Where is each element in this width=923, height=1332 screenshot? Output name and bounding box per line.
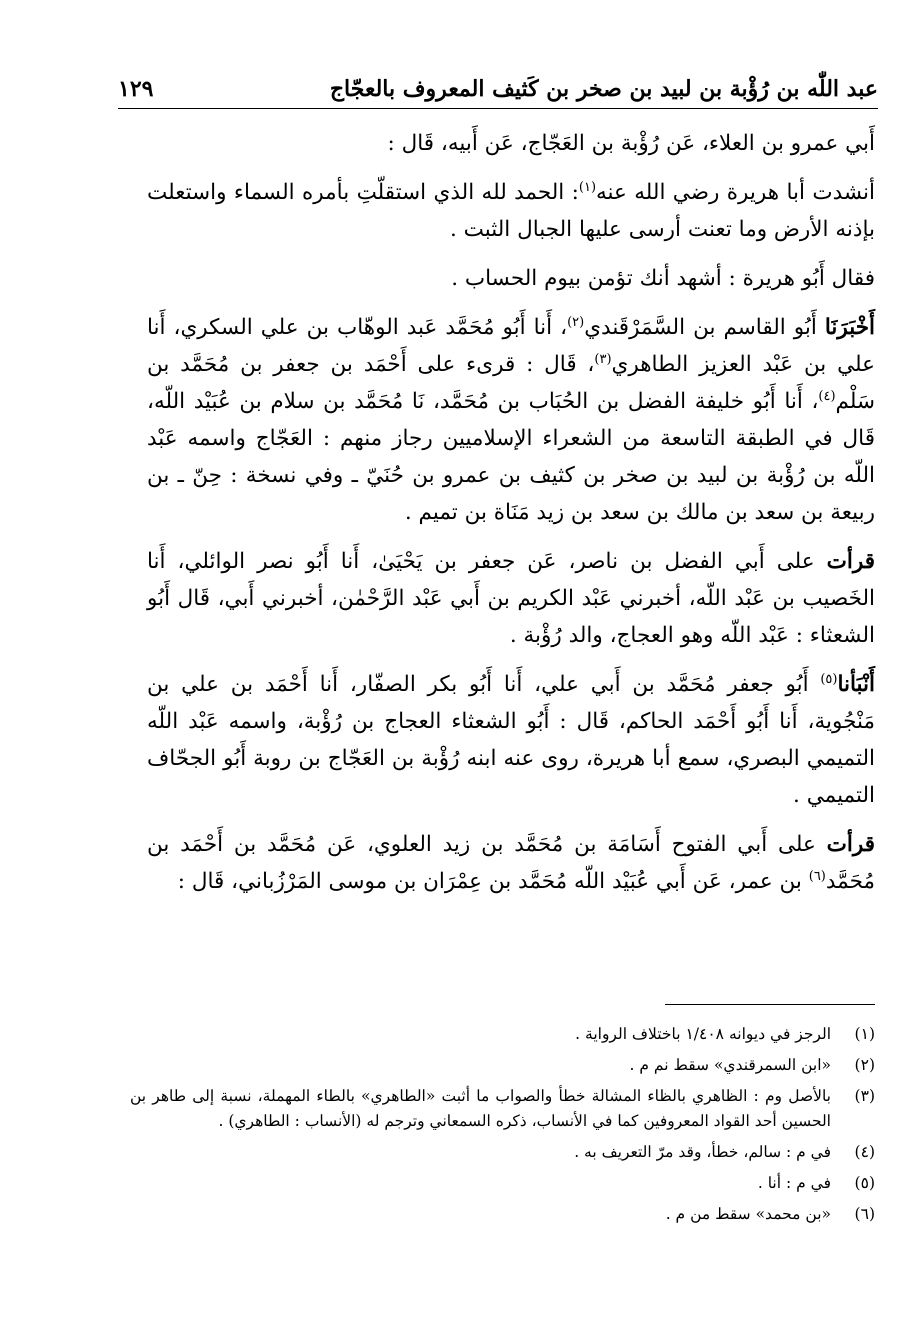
footnote-text: في م : سالم، خطأ، وقد مرّ التعريف به . (574, 1143, 831, 1161)
footnote-marker: (٢) (567, 314, 585, 330)
footnote-separator (665, 1004, 875, 1005)
text-run: فقال أَبُو هريرة : أشهد أنك تؤمن بيوم الحساب . (451, 266, 875, 291)
text-run: أَبُو القاسم بن السَّمَرْقَندي (584, 315, 825, 340)
footnote-number: (٣) (854, 1087, 875, 1105)
footnote (130, 1171, 875, 1196)
paragraph (147, 174, 875, 248)
paragraph (147, 260, 875, 297)
text-run: بن عمر، عَن أَبي عُبَيْد اللّه مُحَمَّد بن عِمْرَان بن موسى المَرْزُباني، قَال : (177, 869, 809, 894)
footnote-marker: (٦) (808, 868, 826, 884)
paragraph-lead-word: قرأت (826, 549, 875, 574)
running-title: عبد اللّٰه بن رُؤْبة بن لبيد بن صخر بن كَثيف المعروف بالعجّاج (329, 76, 878, 102)
paragraph (147, 543, 875, 654)
text-run: على أَبي الفتوح أَسَامَة بن مُحَمَّد بن زيد العلوي، عَن مُحَمَّد بن أَحْمَد بن مُحَمَّد (147, 832, 875, 894)
footnote (130, 1053, 875, 1078)
footnote-marker: (٣) (594, 351, 612, 367)
text-run: أَبي عمرو بن العلاء، عَن رُؤْبة بن العَجّاج، عَن أَبيه، قَال : (387, 131, 875, 156)
text-run: أنشدت أبا هريرة رضي الله عنه (596, 180, 875, 205)
footnote-number: (٦) (854, 1205, 875, 1223)
text-run: ، أَنا أَبُو خليفة الفضل بن الحُبَاب بن مُحَمَّد، نَا مُحَمَّد بن سلام بن عُبَيْد اللّه، قَال في الطبقة التاسعة من الشعراء الإسلاميين رجاز منهم : العَجّاج واسمه عَبْد اللّه بن رُؤْبة بن لبيد بن صخر بن كثيف بن عمرو بن حُنَيّ ـ وفي نسخة : حِنّ ـ بن ربيعة بن سعد بن مالك بن سعد بن زيد مَنَاة بن تميم . (147, 389, 875, 525)
paragraph-lead-word: أَنْبَأنا (837, 672, 875, 697)
paragraph (147, 826, 875, 900)
main-text (147, 125, 875, 912)
paragraph (147, 309, 875, 531)
text-run: ، قَال : قرىء على أَحْمَد بن جعفر بن مُحَمَّد بن سَلْم (147, 352, 875, 414)
footnote-marker: (٤) (818, 388, 836, 404)
footnote-number: (٤) (854, 1143, 875, 1161)
footnote-marker: (٥) (820, 671, 838, 687)
footnote-text: في م : أنا . (757, 1174, 831, 1192)
footnote-number: (١) (854, 1025, 875, 1043)
footnote-number: (٥) (854, 1174, 875, 1192)
paragraph-lead-word: قرأت (826, 832, 875, 857)
paragraph-lead-word: أَخْبَرَنَا (824, 315, 875, 340)
paragraph (147, 666, 875, 814)
footnote-text: بالأصل وم : الظاهري بالظاء المشالة خطأ والصواب ما أثبت «الطاهري» بالطاء المهملة، نسبة إلى طاهر بن الحسين أحد القواد المعروفين كما في الأنساب، ذكره السمعاني وترجم له (الأنساب : الطاهري) . (130, 1087, 831, 1130)
footnote (130, 1084, 875, 1134)
footnote-number: (٢) (854, 1056, 875, 1074)
text-run: أَبُو جعفر مُحَمَّد بن أَبي علي، أَنا أَبُو بكر الصفّار، أَنا أَحْمَد بن علي بن مَنْجُوية، أَنا أَبُو أَحْمَد الحاكم، قَال : أَبُو الشعثاء العجاج بن رُؤْبة، واسمه عَبْد اللّه التميمي البصري، سمع أبا هريرة، روى عنه ابنه رُؤْبة بن العَجّاج بن روبة أَبُو الجحّاف التميمي . (147, 672, 875, 808)
paragraph (147, 125, 875, 162)
text-run: : الحمد لله الذي استقلّتِ بأمره السماء واستعلت بإذنه الأرض وما تعنت أرسى عليها الجبال الثبت . (147, 180, 875, 242)
page-number: ١٢٩ (118, 76, 154, 102)
footnote (130, 1202, 875, 1227)
footnote-text: «ابن السمرقندي» سقط نم م . (629, 1056, 831, 1074)
footnote (130, 1022, 875, 1047)
footnote-text: «بن محمد» سقط من م . (665, 1205, 831, 1223)
text-run: ، أَنا أَبُو مُحَمَّد عَبد الوهّاب بن علي السكري، أَنا علي بن عَبْد العزيز الطاهري (147, 315, 875, 377)
footnote-marker: (١) (578, 179, 597, 195)
text-run: على أَبي الفضل بن ناصر، عَن جعفر بن يَحْيَىٰ، أَنا أَبُو نصر الوائلي، أَنا الخَصيب بن عَبْد اللّه، أخبرني عَبْد الكريم بن أَبي عَبْد الرَّحْمٰن، أخبرني أَبي، قَال أَبُو الشعثاء : عَبْد اللّه وهو العجاج، والد رُؤْبة . (147, 549, 875, 648)
footnote (130, 1140, 875, 1165)
running-header (118, 62, 878, 109)
footnotes (130, 1022, 875, 1233)
footnote-text: الرجز في ديوانه ١/٤٠٨ باختلاف الرواية . (575, 1025, 831, 1043)
